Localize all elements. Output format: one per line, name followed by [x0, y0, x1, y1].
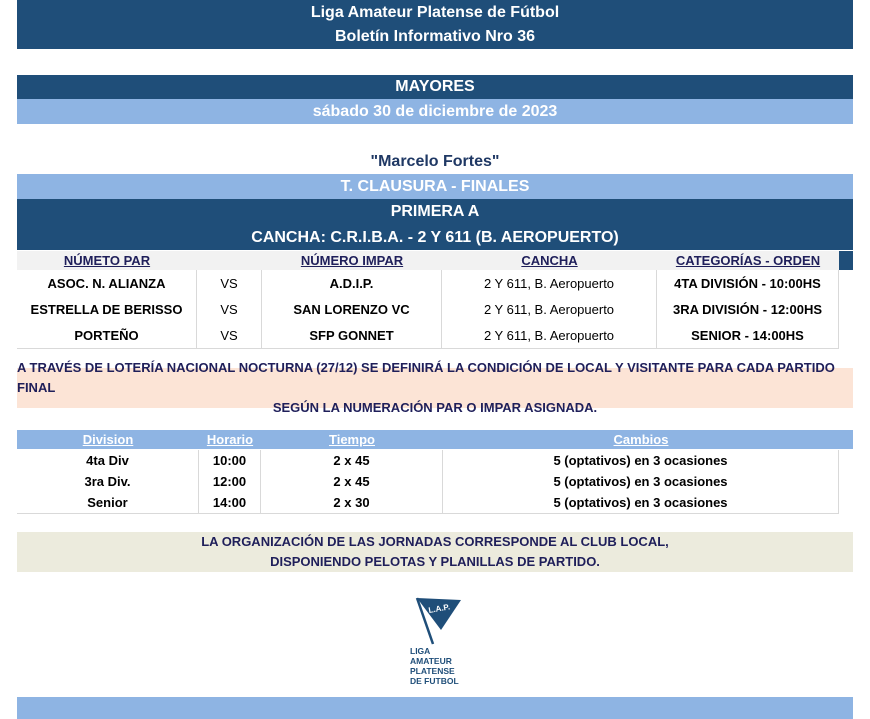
- schedule-subs: 5 (optativos) en 3 ocasiones: [443, 471, 839, 492]
- schedule-division: 4ta Div: [17, 450, 199, 471]
- header-accent: [839, 251, 853, 270]
- field-address: 2 Y 611, B. Aeropuerto: [442, 322, 657, 348]
- vs-label: VS: [197, 296, 262, 322]
- header-duration: Tiempo: [329, 432, 375, 447]
- away-team: A.D.I.P.: [262, 270, 442, 296]
- header-odd: NÚMERO IMPAR: [300, 253, 404, 268]
- header-field: CANCHA: [521, 253, 578, 268]
- category-slot: 4TA DIVISIÓN - 10:00HS: [657, 270, 839, 296]
- schedule-duration: 2 x 45: [261, 471, 443, 492]
- logo-line2: AMATEUR: [410, 656, 452, 666]
- category-slot: 3RA DIVISIÓN - 12:00HS: [657, 296, 839, 322]
- schedule-duration: 2 x 45: [261, 450, 443, 471]
- away-team: SAN LORENZO VC: [262, 296, 442, 322]
- footer-band: [17, 697, 853, 719]
- header-spacer: [197, 251, 262, 270]
- lottery-notice-line2: SEGÚN LA NUMERACIÓN PAR O IMPAR ASIGNADA.: [272, 400, 598, 415]
- honoree-title: "Marcelo Fortes": [370, 153, 500, 170]
- schedule-subs: 5 (optativos) en 3 ocasiones: [443, 492, 839, 513]
- schedule-duration: 2 x 30: [261, 492, 443, 513]
- fixtures-header: [17, 251, 839, 270]
- date-banner: sábado 30 de diciembre de 2023: [17, 99, 853, 124]
- table-row: [17, 270, 839, 297]
- table-row: [17, 296, 839, 323]
- home-team: ESTRELLA DE BERISSO: [17, 296, 197, 322]
- category-slot: SENIOR - 14:00HS: [657, 322, 839, 348]
- organization-notice: [17, 532, 853, 572]
- header-division: Division: [82, 432, 134, 447]
- table-row: [17, 471, 839, 493]
- logo-line3: PLATENSE: [410, 666, 455, 676]
- header-categories: CATEGORÍAS - ORDEN: [675, 253, 821, 268]
- logo-line4: DE FUTBOL: [410, 676, 459, 686]
- schedule-division: Senior: [17, 492, 199, 513]
- schedule-subs: 5 (optativos) en 3 ocasiones: [443, 450, 839, 471]
- category-banner: MAYORES: [17, 75, 853, 99]
- field-address: 2 Y 611, B. Aeropuerto: [442, 270, 657, 296]
- bulletin-header: [17, 0, 853, 49]
- schedule-time: 14:00: [199, 492, 261, 513]
- table-row: [17, 492, 839, 514]
- home-team: PORTEÑO: [17, 322, 197, 348]
- schedule-time: 10:00: [199, 450, 261, 471]
- tournament-banner: T. CLAUSURA - FINALES: [17, 174, 853, 199]
- organization-notice-line1: LA ORGANIZACIÓN DE LAS JORNADAS CORRESPONDE AL CLUB LOCAL,: [201, 534, 669, 549]
- division-banner: PRIMERA A: [17, 199, 853, 225]
- league-title: Liga Amateur Platense de Fútbol: [310, 3, 560, 21]
- lottery-notice: [17, 360, 853, 415]
- flag-text: L.A.P.: [427, 602, 451, 615]
- header-time: Horario: [206, 432, 254, 447]
- vs-label: VS: [197, 270, 262, 296]
- organization-notice-line2: DISPONIENDO PELOTAS Y PLANILLAS DE PARTIDO.: [270, 554, 600, 569]
- table-row: [17, 450, 839, 472]
- venue-banner: CANCHA: C.R.I.B.A. - 2 Y 611 (B. AEROPUERTO): [17, 225, 853, 250]
- bulletin-number: Boletín Informativo Nro 36: [334, 27, 536, 45]
- field-address: 2 Y 611, B. Aeropuerto: [442, 296, 657, 322]
- schedule-division: 3ra Div.: [17, 471, 199, 492]
- schedule-time: 12:00: [199, 471, 261, 492]
- header-even: NÚMETO PAR: [63, 253, 151, 268]
- logo-text: [410, 646, 459, 686]
- schedule-header: [17, 430, 853, 449]
- header-subs: Cambios: [613, 432, 669, 447]
- away-team: SFP GONNET: [262, 322, 442, 348]
- lottery-notice-line1: A TRAVÉS DE LOTERÍA NACIONAL NOCTURNA (27/12) SE DEFINIRÁ LA CONDICIÓN DE LOCAL Y VISITANTE PARA CADA PARTIDO FINAL: [17, 360, 835, 395]
- table-row: [17, 322, 839, 349]
- logo-line1: LIGA: [410, 646, 431, 656]
- home-team: ASOC. N. ALIANZA: [17, 270, 197, 296]
- vs-label: VS: [197, 322, 262, 348]
